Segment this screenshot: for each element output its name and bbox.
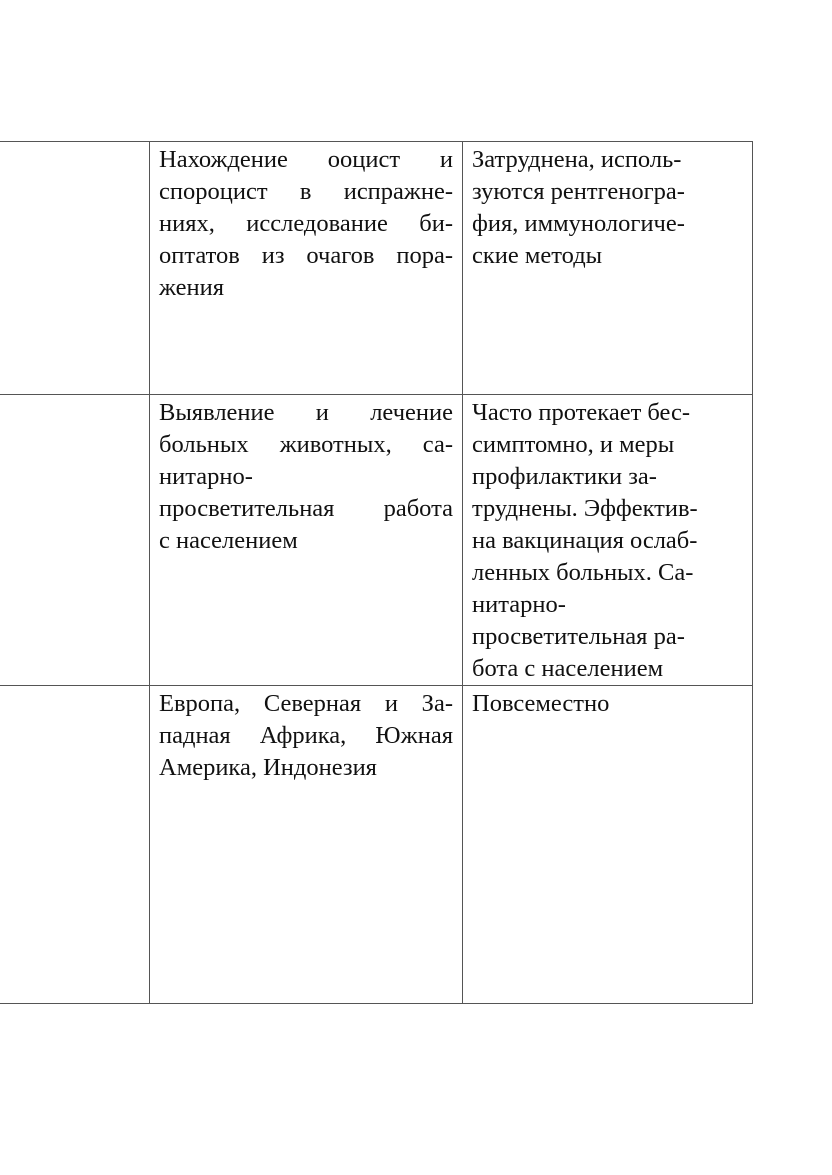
cell-line: фия, иммунологиче- bbox=[472, 210, 685, 237]
cell-line: зуются рентгеногра- bbox=[472, 178, 685, 205]
cell-line: ские методы bbox=[472, 242, 603, 269]
cell-line: Европа, Северная и За- bbox=[159, 690, 453, 717]
table-cell-col2 bbox=[150, 686, 463, 1004]
cell-line: спороцист в испражне- bbox=[159, 178, 453, 205]
cell-line: ниях, исследование би- bbox=[159, 210, 453, 237]
cell-line: жения bbox=[159, 274, 224, 301]
cell-line: с населением bbox=[159, 527, 298, 554]
cell-line: нитарно- bbox=[159, 463, 253, 490]
table-cell-col2 bbox=[150, 395, 463, 686]
cell-line: нитарно- bbox=[472, 591, 566, 618]
content-table bbox=[0, 141, 753, 1004]
cell-line: просветительная работа bbox=[159, 495, 453, 522]
table-cell-col1 bbox=[0, 686, 150, 1004]
table-cell-col3 bbox=[463, 142, 753, 395]
cell-line: профилактики за- bbox=[472, 463, 657, 490]
cell-line: труднены. Эффектив- bbox=[472, 495, 698, 522]
cell-line: Часто протекает бес- bbox=[472, 399, 691, 426]
cell-line: ленных больных. Са- bbox=[472, 559, 694, 586]
cell-line: просветительная ра- bbox=[472, 623, 685, 650]
table-row bbox=[0, 686, 753, 1004]
cell-line: бота с населением bbox=[472, 655, 664, 682]
table-cell-col1 bbox=[0, 142, 150, 395]
table-cell-col2 bbox=[150, 142, 463, 395]
cell-line: симптомно, и меры bbox=[472, 431, 675, 458]
table-cell-col3 bbox=[463, 395, 753, 686]
cell-line: Нахождение ооцист и bbox=[159, 146, 453, 173]
table-row bbox=[0, 142, 753, 395]
cell-line: больных животных, са- bbox=[159, 431, 453, 458]
table-cell-col3 bbox=[463, 686, 753, 1004]
table-cell-col1 bbox=[0, 395, 150, 686]
cell-line: Повсеместно bbox=[472, 690, 610, 717]
cell-line: Выявление и лечение bbox=[159, 399, 453, 426]
table-row bbox=[0, 395, 753, 686]
cell-line: оптатов из очагов пора- bbox=[159, 242, 453, 269]
cell-line: на вакцинация ослаб- bbox=[472, 527, 698, 554]
cell-line: падная Африка, Южная bbox=[159, 722, 453, 749]
cell-line: Америка, Индонезия bbox=[159, 754, 377, 781]
cell-line: Затруднена, исполь- bbox=[472, 146, 682, 173]
